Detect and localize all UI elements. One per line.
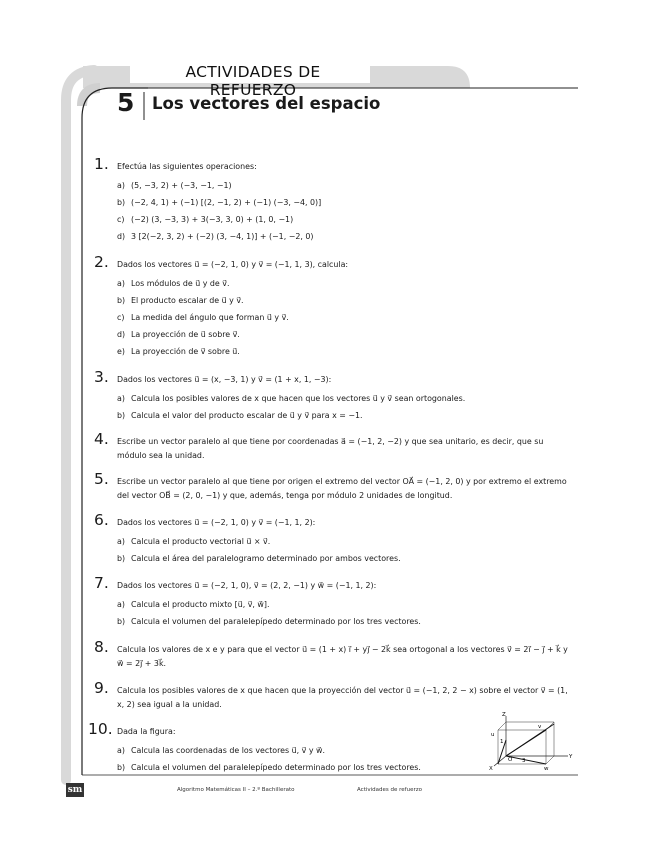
exercise-statement: Dados los vectores u⃗ = (x, −3, 1) y v⃗ = (1 + x, 1, −3): bbox=[117, 375, 332, 384]
exercise-number: 1. bbox=[94, 155, 109, 173]
exercise-9 bbox=[94, 679, 568, 711]
exercise-statement: Dada la figura: bbox=[117, 727, 176, 736]
unit-number: 5 bbox=[117, 88, 135, 117]
exercise-statement: Calcula los posibles valores de x que hacen que la proyección del vector u⃗ = (−1, 2, 2 − x) sobre el vector v⃗ = (1, x, 2) sea igual a la unidad. bbox=[117, 686, 568, 709]
tick-label: 1 bbox=[500, 739, 504, 745]
activities-banner: ACTIVIDADES DE REFUERZO bbox=[185, 63, 321, 99]
list-item: d) La proyección de u⃗ sobre v⃗. bbox=[117, 329, 240, 339]
list-item: d) 3 [2(−2, 3, 2) + (−2) (3, −4, 1)] + (−1, −2, 0) bbox=[117, 231, 314, 241]
list-item: b) Calcula el volumen del paralelepípedo determinado por los tres vectores. bbox=[117, 762, 421, 772]
exercise-statement: Escribe un vector paralelo al que tiene por coordenadas a⃗ = (−1, 2, −2) y que sea unitario, es decir, que su módulo sea la unidad. bbox=[117, 437, 544, 460]
vector-u-label: u bbox=[491, 732, 495, 738]
exercise-2 bbox=[94, 253, 568, 360]
list-item: a) Calcula las coordenadas de los vectores u⃗, v⃗ y w⃗. bbox=[117, 745, 325, 755]
exercise-statement: Efectúa las siguientes operaciones: bbox=[117, 162, 257, 171]
exercise-6 bbox=[94, 511, 568, 567]
list-item: b) Calcula el valor del producto escalar de u⃗ y v⃗ para x = −1. bbox=[117, 410, 363, 420]
exercise-number: 6. bbox=[94, 511, 109, 529]
axis-y-label: Y bbox=[569, 754, 573, 760]
exercise-number: 10. bbox=[88, 720, 113, 738]
list-item: b) Calcula el área del paralelogramo determinado por ambos vectores. bbox=[117, 553, 401, 563]
list-item: a) (5, −3, 2) + (−3, −1, −1) bbox=[117, 180, 232, 190]
exercise-statement: Calcula los valores de x e y para que el vector u⃗ = (1 + x) i⃗ + yj⃗ − 2k⃗ sea ortogonal a los vectores v⃗ = 2i⃗ − j⃗ + k⃗ y w⃗ = 2j⃗ + 3k⃗. bbox=[117, 645, 568, 668]
list-item: e) La proyección de v⃗ sobre u⃗. bbox=[117, 346, 240, 356]
exercise-statement: Escribe un vector paralelo al que tiene por origen el extremo del vector OA⃗ = (−1, 2, 0) y por extremo el extremo del vector OB⃗ = (2, 0, −1) y que, además, tenga por módulo 2 unidades de longitud. bbox=[117, 477, 567, 500]
exercise-4 bbox=[94, 430, 568, 462]
exercise-10 bbox=[88, 720, 484, 776]
axis-x-label: X bbox=[489, 766, 493, 772]
exercise-statement: Dados los vectores u⃗ = (−2, 1, 0) y v⃗ = (−1, 1, 2): bbox=[117, 518, 316, 527]
list-item: b) El producto escalar de u⃗ y v⃗. bbox=[117, 295, 244, 305]
origin-label: O bbox=[508, 757, 513, 763]
list-item: a) Calcula el producto vectorial u⃗ × v⃗. bbox=[117, 536, 271, 546]
exercise-number: 3. bbox=[94, 368, 109, 386]
exercise-number: 2. bbox=[94, 253, 109, 271]
list-item: b) (−2, 4, 1) + (−1) [(2, −1, 2) + (−1) (−3, −4, 0)] bbox=[117, 197, 322, 207]
exercise-number: 5. bbox=[94, 470, 109, 488]
footer-section: Actividades de refuerzo bbox=[357, 787, 422, 793]
exercise-5 bbox=[94, 470, 568, 502]
list-item: a) Calcula los posibles valores de x que hacen que los vectores u⃗ y v⃗ sean ortogonales. bbox=[117, 393, 466, 403]
exercise-statement: Dados los vectores u⃗ = (−2, 1, 0), v⃗ = (2, 2, −1) y w⃗ = (−1, 1, 2): bbox=[117, 581, 377, 590]
exercise-statement: Dados los vectores u⃗ = (−2, 1, 0) y v⃗ = (−1, 1, 3), calcula: bbox=[117, 260, 349, 269]
exercise-7 bbox=[94, 574, 568, 630]
tick-label: 3 bbox=[522, 758, 526, 764]
exercise-1 bbox=[94, 155, 568, 245]
exercise-number: 9. bbox=[94, 679, 109, 697]
list-item: c) (−2) (3, −3, 3) + 3(−3, 3, 0) + (1, 0, −1) bbox=[117, 214, 294, 224]
exercise-8 bbox=[94, 638, 568, 670]
list-item: c) La medida del ángulo que forman u⃗ y v⃗. bbox=[117, 312, 289, 322]
exercise-3 bbox=[94, 368, 568, 424]
unit-title: Los vectores del espacio bbox=[152, 94, 381, 113]
list-item: a) Calcula el producto mixto [u⃗, v⃗, w⃗]. bbox=[117, 599, 270, 609]
exercise-number: 4. bbox=[94, 430, 109, 448]
list-item: a) Los módulos de u⃗ y de v⃗. bbox=[117, 278, 230, 288]
list-item: b) Calcula el volumen del paralelepípedo determinado por los tres vectores. bbox=[117, 616, 421, 626]
vectors-figure bbox=[488, 710, 574, 772]
footer-book-title: Algoritmo Matemáticas II – 2.º Bachillerato bbox=[177, 787, 295, 793]
publisher-logo: sm bbox=[67, 785, 83, 795]
vector-w-label: w bbox=[544, 766, 549, 772]
vector-v-label: v bbox=[538, 724, 542, 730]
exercise-number: 7. bbox=[94, 574, 109, 592]
exercise-number: 8. bbox=[94, 638, 109, 656]
axis-z-label: Z bbox=[502, 712, 506, 718]
